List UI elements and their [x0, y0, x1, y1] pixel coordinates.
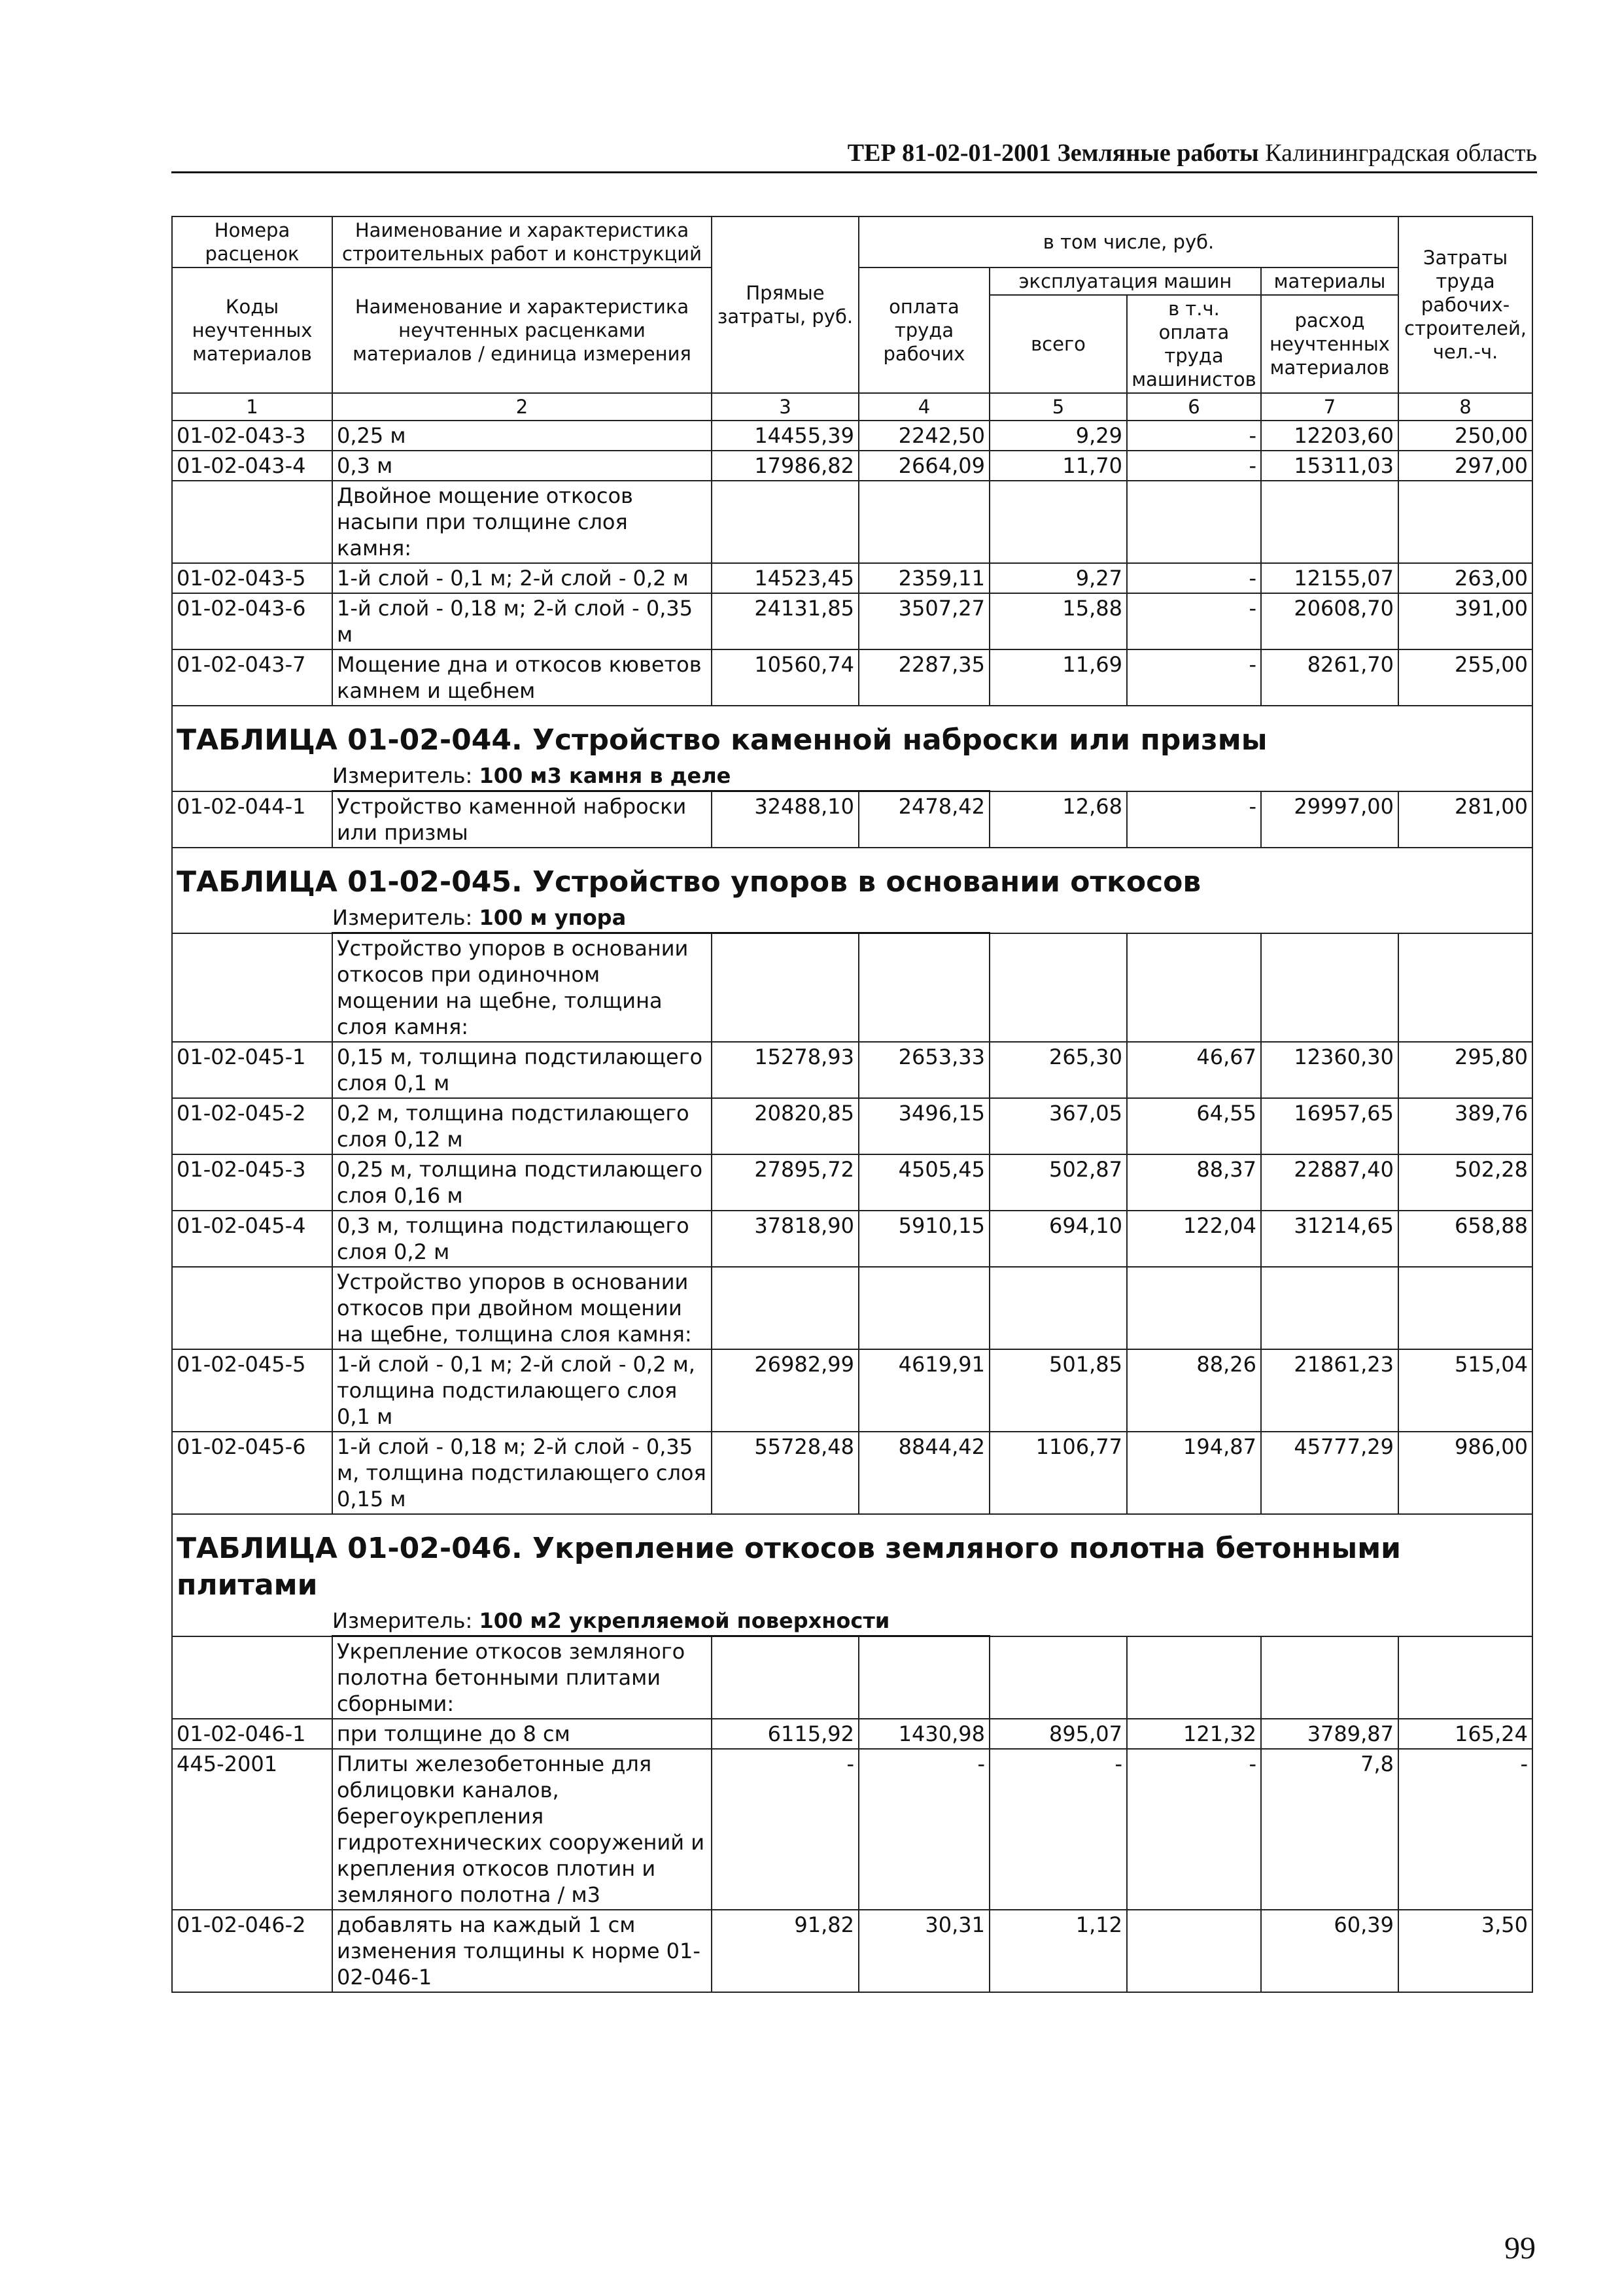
machines-total — [990, 933, 1127, 1043]
section-title: ТАБЛИЦА 01-02-046. Укрепление откосов земляного полотна бетонными плитами — [172, 1514, 1532, 1608]
machines-total: 265,30 — [990, 1042, 1127, 1098]
rate-code: 01-02-044-1 — [172, 791, 332, 848]
machines-total: 367,05 — [990, 1098, 1127, 1154]
work-description: 1-й слой - 0,18 м; 2-й слой - 0,35 м, толщина подстилающего слоя 0,15 м — [332, 1432, 712, 1514]
hd-col2-top: Наименование и характеристика строительных работ и конструкций — [332, 216, 712, 267]
hd-unaccounted-materials: расход неучтенных материалов — [1261, 295, 1398, 393]
work-description: Устройство каменной наброски или призмы — [332, 791, 712, 848]
work-description: Устройство упоров в основании откосов при одиночном мощении на щебне, толщина слоя камня: — [332, 933, 712, 1043]
machinists-pay — [1127, 1910, 1261, 1992]
workers-pay — [859, 1636, 990, 1719]
table-row — [172, 1154, 1532, 1211]
labor-hours — [1398, 933, 1532, 1043]
table-header — [172, 216, 1532, 421]
machinists-pay: - — [1127, 649, 1261, 706]
work-description: 0,3 м — [332, 451, 712, 481]
hd-workers-pay: оплата труда рабочих — [859, 267, 990, 393]
materials-value: 12360,30 — [1261, 1042, 1398, 1098]
section-title: ТАБЛИЦА 01-02-044. Устройство каменной наброски или призмы — [172, 706, 1532, 763]
hd-num: 4 — [859, 393, 990, 421]
work-description: 1-й слой - 0,1 м; 2-й слой - 0,2 м, толщина подстилающего слоя 0,1 м — [332, 1349, 712, 1432]
table-row — [172, 563, 1532, 593]
hd-machines-total: всего — [990, 295, 1127, 393]
rate-code: 01-02-046-1 — [172, 1719, 332, 1749]
hd-num: 6 — [1127, 393, 1261, 421]
work-description: 0,25 м, толщина подстилающего слоя 0,16 м — [332, 1154, 712, 1211]
labor-hours: 250,00 — [1398, 421, 1532, 451]
labor-hours — [1398, 1267, 1532, 1349]
materials-value: 12155,07 — [1261, 563, 1398, 593]
table-row — [172, 1636, 1532, 1719]
direct-costs — [712, 1267, 859, 1349]
work-description: 0,3 м, толщина подстилающего слоя 0,2 м — [332, 1211, 712, 1267]
rate-code: 01-02-045-3 — [172, 1154, 332, 1211]
machines-total: 895,07 — [990, 1719, 1127, 1749]
section-title-row — [172, 1514, 1532, 1608]
section-title-row — [172, 706, 1532, 763]
machines-total: 9,27 — [990, 563, 1127, 593]
materials-value: 12203,60 — [1261, 421, 1398, 451]
work-description: Двойное мощение откосов насыпи при толщине слоя камня: — [332, 481, 712, 563]
workers-pay: 2359,11 — [859, 563, 990, 593]
measure-label: Измеритель: — [332, 763, 473, 788]
direct-costs: 27895,72 — [712, 1154, 859, 1211]
direct-costs: - — [712, 1749, 859, 1910]
materials-value: 22887,40 — [1261, 1154, 1398, 1211]
labor-hours: 3,50 — [1398, 1910, 1532, 1992]
machinists-pay: 122,04 — [1127, 1211, 1261, 1267]
table-row — [172, 1910, 1532, 1992]
hd-direct-costs: Прямые затраты, руб. — [712, 216, 859, 393]
materials-value: 60,39 — [1261, 1910, 1398, 1992]
labor-hours: 658,88 — [1398, 1211, 1532, 1267]
workers-pay: 3507,27 — [859, 593, 990, 649]
machinists-pay: 88,37 — [1127, 1154, 1261, 1211]
direct-costs: 24131,85 — [712, 593, 859, 649]
hd-num: 8 — [1398, 393, 1532, 421]
workers-pay: 3496,15 — [859, 1098, 990, 1154]
direct-costs: 55728,48 — [712, 1432, 859, 1514]
labor-hours: 165,24 — [1398, 1719, 1532, 1749]
workers-pay: - — [859, 1749, 990, 1910]
machinists-pay: - — [1127, 791, 1261, 848]
materials-value: 21861,23 — [1261, 1349, 1398, 1432]
work-description: Мощение дна и откосов кюветов камнем и щебнем — [332, 649, 712, 706]
machinists-pay — [1127, 1636, 1261, 1719]
labor-hours: 515,04 — [1398, 1349, 1532, 1432]
hd-machines: эксплуатация машин — [990, 267, 1261, 295]
measure-spacer — [990, 905, 1532, 933]
table-row — [172, 933, 1532, 1043]
measure-spacer — [172, 905, 332, 933]
hd-num: 3 — [712, 393, 859, 421]
measure-spacer — [990, 1608, 1532, 1636]
direct-costs — [712, 481, 859, 563]
workers-pay — [859, 481, 990, 563]
machines-total: 11,69 — [990, 649, 1127, 706]
machinists-pay: 121,32 — [1127, 1719, 1261, 1749]
hd-including: в том числе, руб. — [859, 216, 1398, 267]
labor-hours — [1398, 1636, 1532, 1719]
direct-costs: 37818,90 — [712, 1211, 859, 1267]
measure-label: Измеритель: — [332, 1608, 473, 1633]
workers-pay: 2478,42 — [859, 791, 990, 848]
hd-num: 2 — [332, 393, 712, 421]
materials-value: 45777,29 — [1261, 1432, 1398, 1514]
section-title-row — [172, 848, 1532, 905]
machines-total: 9,29 — [990, 421, 1127, 451]
measure-row — [172, 763, 1532, 791]
rate-code: 01-02-043-7 — [172, 649, 332, 706]
table-row — [172, 421, 1532, 451]
table-row — [172, 1719, 1532, 1749]
work-description: Укрепление откосов земляного полотна бетонными плитами сборными: — [332, 1636, 712, 1719]
machinists-pay: - — [1127, 593, 1261, 649]
table-row — [172, 481, 1532, 563]
workers-pay: 4619,91 — [859, 1349, 990, 1432]
direct-costs — [712, 1636, 859, 1719]
work-description: 1-й слой - 0,18 м; 2-й слой - 0,35 м — [332, 593, 712, 649]
workers-pay: 8844,42 — [859, 1432, 990, 1514]
machinists-pay: - — [1127, 451, 1261, 481]
machinists-pay: 64,55 — [1127, 1098, 1261, 1154]
table-row — [172, 1349, 1532, 1432]
workers-pay — [859, 933, 990, 1043]
materials-value: 29997,00 — [1261, 791, 1398, 848]
hd-num: 7 — [1261, 393, 1398, 421]
table-row — [172, 451, 1532, 481]
rates-table — [171, 216, 1533, 1993]
materials-value — [1261, 481, 1398, 563]
materials-value: 8261,70 — [1261, 649, 1398, 706]
work-description: Плиты железобетонные для облицовки каналов, берегоукрепления гидротехнических сооружений и крепления откосов плотин и земляного полотна / м3 — [332, 1749, 712, 1910]
rate-code: 01-02-045-4 — [172, 1211, 332, 1267]
table-row — [172, 791, 1532, 848]
machines-total — [990, 1636, 1127, 1719]
machinists-pay — [1127, 1267, 1261, 1349]
direct-costs — [712, 933, 859, 1043]
header-region: Калининградская область — [1265, 139, 1537, 167]
direct-costs: 91,82 — [712, 1910, 859, 1992]
work-description: добавлять на каждый 1 см изменения толщины к норме 01-02-046-1 — [332, 1910, 712, 1992]
rate-code — [172, 1267, 332, 1349]
workers-pay — [859, 1267, 990, 1349]
table-row — [172, 593, 1532, 649]
hd-labor: Затраты труда рабочих-строителей, чел.-ч. — [1398, 216, 1532, 393]
measure-value: 100 м упора — [479, 905, 627, 930]
hd-materials: материалы — [1261, 267, 1398, 295]
rate-code: 445-2001 — [172, 1749, 332, 1910]
table-row — [172, 649, 1532, 706]
machinists-pay: - — [1127, 421, 1261, 451]
workers-pay: 2664,09 — [859, 451, 990, 481]
machines-total: 12,68 — [990, 791, 1127, 848]
machines-total: 694,10 — [990, 1211, 1127, 1267]
table-row — [172, 1432, 1532, 1514]
machines-total — [990, 1267, 1127, 1349]
direct-costs: 6115,92 — [712, 1719, 859, 1749]
rate-code: 01-02-045-6 — [172, 1432, 332, 1514]
workers-pay: 2287,35 — [859, 649, 990, 706]
rate-code: 01-02-045-1 — [172, 1042, 332, 1098]
table-row — [172, 1211, 1532, 1267]
page-header — [171, 139, 1537, 167]
table-row — [172, 1267, 1532, 1349]
header-rule — [171, 171, 1537, 173]
hd-col1-top: Номера расценок — [172, 216, 332, 267]
labor-hours — [1398, 481, 1532, 563]
workers-pay: 5910,15 — [859, 1211, 990, 1267]
rate-code: 01-02-046-2 — [172, 1910, 332, 1992]
direct-costs: 32488,10 — [712, 791, 859, 848]
machinists-pay: 88,26 — [1127, 1349, 1261, 1432]
machinists-pay — [1127, 933, 1261, 1043]
measure-value: 100 м2 укрепляемой поверхности — [479, 1608, 890, 1633]
labor-hours: 255,00 — [1398, 649, 1532, 706]
materials-value: 15311,03 — [1261, 451, 1398, 481]
measure-label: Измеритель: — [332, 905, 473, 930]
page-number: 99 — [1504, 2231, 1536, 2266]
materials-value: 20608,70 — [1261, 593, 1398, 649]
machines-total: - — [990, 1749, 1127, 1910]
rate-code: 01-02-043-4 — [172, 451, 332, 481]
rate-code — [172, 933, 332, 1043]
rate-code: 01-02-043-6 — [172, 593, 332, 649]
labor-hours: 295,80 — [1398, 1042, 1532, 1098]
direct-costs: 14523,45 — [712, 563, 859, 593]
work-description: 0,25 м — [332, 421, 712, 451]
machinists-pay: - — [1127, 563, 1261, 593]
measure-spacer — [172, 1608, 332, 1636]
machinists-pay: - — [1127, 1749, 1261, 1910]
workers-pay: 2242,50 — [859, 421, 990, 451]
work-description: 0,2 м, толщина подстилающего слоя 0,12 м — [332, 1098, 712, 1154]
table-row — [172, 1042, 1532, 1098]
labor-hours: 297,00 — [1398, 451, 1532, 481]
measure-unit — [332, 905, 990, 933]
machines-total: 1,12 — [990, 1910, 1127, 1992]
direct-costs: 26982,99 — [712, 1349, 859, 1432]
table-section — [172, 1514, 1532, 1992]
table-section — [172, 848, 1532, 1514]
labor-hours: 389,76 — [1398, 1098, 1532, 1154]
rate-code: 01-02-043-5 — [172, 563, 332, 593]
header-title: ТЕР 81-02-01-2001 Земляные работы — [847, 139, 1259, 167]
work-description: при толщине до 8 см — [332, 1719, 712, 1749]
labor-hours: 263,00 — [1398, 563, 1532, 593]
hd-col2-bottom: Наименование и характеристика неучтенных расценками материалов / единица измерения — [332, 267, 712, 393]
workers-pay: 2653,33 — [859, 1042, 990, 1098]
measure-value: 100 м3 камня в деле — [479, 763, 731, 788]
hd-num: 5 — [990, 393, 1127, 421]
materials-value — [1261, 1636, 1398, 1719]
work-description: 1-й слой - 0,1 м; 2-й слой - 0,2 м — [332, 563, 712, 593]
direct-costs: 15278,93 — [712, 1042, 859, 1098]
materials-value: 7,8 — [1261, 1749, 1398, 1910]
measure-spacer — [990, 763, 1532, 791]
work-description: 0,15 м, толщина подстилающего слоя 0,1 м — [332, 1042, 712, 1098]
direct-costs: 14455,39 — [712, 421, 859, 451]
labor-hours: 391,00 — [1398, 593, 1532, 649]
section-title: ТАБЛИЦА 01-02-045. Устройство упоров в основании откосов — [172, 848, 1532, 905]
hd-num: 1 — [172, 393, 332, 421]
hd-machinists-pay: в т.ч. оплата труда машинистов — [1127, 295, 1261, 393]
machines-total: 502,87 — [990, 1154, 1127, 1211]
rate-code: 01-02-043-3 — [172, 421, 332, 451]
machinists-pay: 46,67 — [1127, 1042, 1261, 1098]
measure-row — [172, 1608, 1532, 1636]
workers-pay: 4505,45 — [859, 1154, 990, 1211]
labor-hours: 986,00 — [1398, 1432, 1532, 1514]
machinists-pay — [1127, 481, 1261, 563]
labor-hours: 281,00 — [1398, 791, 1532, 848]
materials-value: 16957,65 — [1261, 1098, 1398, 1154]
materials-value — [1261, 1267, 1398, 1349]
direct-costs: 10560,74 — [712, 649, 859, 706]
work-description: Устройство упоров в основании откосов при двойном мощении на щебне, толщина слоя камня: — [332, 1267, 712, 1349]
labor-hours: 502,28 — [1398, 1154, 1532, 1211]
labor-hours: - — [1398, 1749, 1532, 1910]
rate-code — [172, 481, 332, 563]
rate-code: 01-02-045-5 — [172, 1349, 332, 1432]
materials-value — [1261, 933, 1398, 1043]
direct-costs: 20820,85 — [712, 1098, 859, 1154]
machines-total: 11,70 — [990, 451, 1127, 481]
workers-pay: 30,31 — [859, 1910, 990, 1992]
measure-unit — [332, 763, 990, 791]
machines-total: 1106,77 — [990, 1432, 1127, 1514]
hd-col1-bottom: Коды неучтенных материалов — [172, 267, 332, 393]
machines-total: 501,85 — [990, 1349, 1127, 1432]
machinists-pay: 194,87 — [1127, 1432, 1261, 1514]
rate-code: 01-02-045-2 — [172, 1098, 332, 1154]
machines-total: 15,88 — [990, 593, 1127, 649]
table-section — [172, 706, 1532, 848]
direct-costs: 17986,82 — [712, 451, 859, 481]
rate-code — [172, 1636, 332, 1719]
table-row — [172, 1749, 1532, 1910]
materials-value: 31214,65 — [1261, 1211, 1398, 1267]
table-row — [172, 1098, 1532, 1154]
measure-row — [172, 905, 1532, 933]
measure-spacer — [172, 763, 332, 791]
materials-value: 3789,87 — [1261, 1719, 1398, 1749]
table-section — [172, 421, 1532, 706]
measure-unit — [332, 1608, 990, 1636]
workers-pay: 1430,98 — [859, 1719, 990, 1749]
machines-total — [990, 481, 1127, 563]
